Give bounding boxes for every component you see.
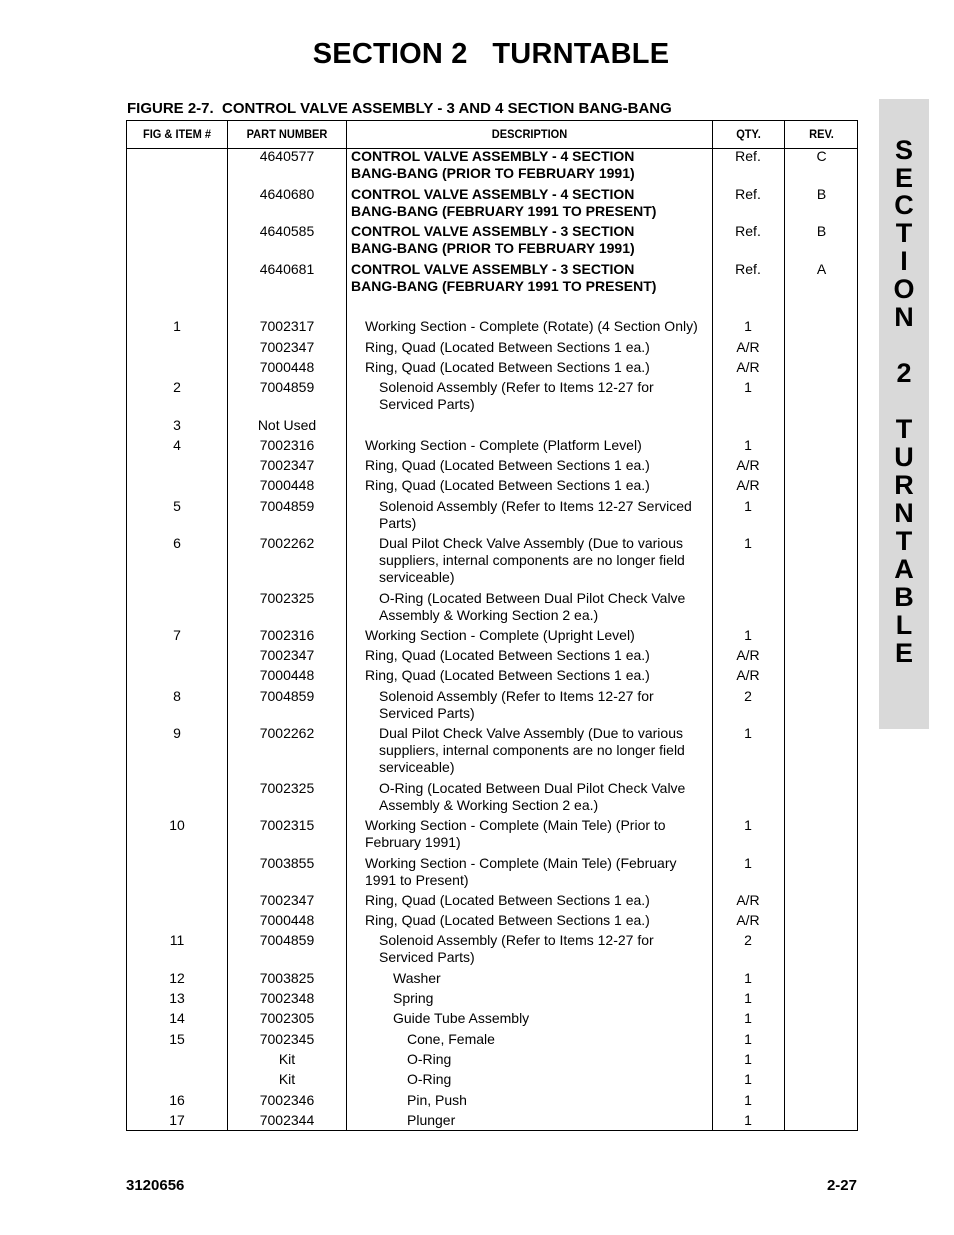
part-number-cell: 4640577 bbox=[259, 148, 315, 164]
part-number-cell: 7002347 bbox=[259, 457, 315, 473]
description-cell: CONTROL VALVE ASSEMBLY - 3 SECTION BANG-BANG (FEBRUARY 1991 TO PRESENT) bbox=[351, 261, 657, 294]
description-cell: Guide Tube Assembly bbox=[393, 1010, 530, 1026]
qty-cell: 1 bbox=[744, 379, 752, 395]
qty-cell: 1 bbox=[744, 1010, 752, 1026]
figure-title: FIGURE 2-7. CONTROL VALVE ASSEMBLY - 3 AND 4 SECTION BANG-BANG bbox=[127, 100, 672, 117]
description-cell: Working Section - Complete (Main Tele) (February 1991 to Present) bbox=[365, 855, 677, 888]
side-tab-letter: T bbox=[895, 414, 913, 444]
part-number-cell: 4640585 bbox=[259, 223, 315, 239]
description-cell: Washer bbox=[393, 970, 441, 986]
side-tab-letter: O bbox=[893, 274, 915, 304]
description-cell: CONTROL VALVE ASSEMBLY - 3 SECTION BANG-BANG (PRIOR TO FEBRUARY 1991) bbox=[351, 223, 635, 256]
rev-cell: B bbox=[816, 223, 827, 239]
part-number-cell: 7002348 bbox=[259, 990, 315, 1006]
description-cell: Spring bbox=[393, 990, 434, 1006]
part-number-cell: 7002305 bbox=[259, 1010, 315, 1026]
rev-cell: A bbox=[816, 261, 827, 277]
qty-cell: 1 bbox=[744, 817, 752, 833]
side-tab-letter: I bbox=[900, 246, 908, 276]
description-cell: O-Ring (Located Between Dual Pilot Check Valve Assembly & Working Section 2 ea.) bbox=[379, 590, 686, 623]
fig-item-cell: 17 bbox=[169, 1112, 185, 1128]
description-cell: Ring, Quad (Located Between Sections 1 ea.) bbox=[365, 339, 650, 355]
part-number-cell: 7002316 bbox=[259, 627, 315, 643]
description-cell: Ring, Quad (Located Between Sections 1 ea.) bbox=[365, 647, 650, 663]
column-header-qty: QTY. bbox=[736, 127, 761, 141]
fig-item-cell: 1 bbox=[173, 318, 181, 334]
qty-cell: 1 bbox=[744, 437, 752, 453]
column-header-fig-item: FIG & ITEM # bbox=[142, 127, 212, 141]
fig-item-cell: 8 bbox=[173, 688, 181, 704]
description-cell: Working Section - Complete (Rotate) (4 Section Only) bbox=[365, 318, 698, 334]
description-cell: Ring, Quad (Located Between Sections 1 ea.) bbox=[365, 477, 650, 493]
column-header-rev: REV. bbox=[809, 127, 834, 141]
side-tab-letter: R bbox=[894, 470, 914, 500]
part-number-cell: 7000448 bbox=[259, 667, 315, 683]
part-number-cell: 7002316 bbox=[259, 437, 315, 453]
part-number-cell: 7004859 bbox=[259, 932, 315, 948]
description-cell: Working Section - Complete (Upright Level) bbox=[365, 627, 635, 643]
side-tab-letter: L bbox=[895, 610, 913, 640]
part-number-cell: 7004859 bbox=[259, 379, 315, 395]
qty-cell: 1 bbox=[744, 535, 752, 551]
part-number-cell: 7002345 bbox=[259, 1031, 315, 1047]
part-number-cell: 7002262 bbox=[259, 535, 315, 551]
side-tab-letter: N bbox=[894, 302, 914, 332]
side-tab-letter: T bbox=[895, 526, 913, 556]
qty-cell: 2 bbox=[744, 688, 752, 704]
side-tab-letter: U bbox=[894, 442, 914, 472]
fig-item-cell: 14 bbox=[169, 1010, 185, 1026]
part-number-cell: 7002262 bbox=[259, 725, 315, 741]
part-number-cell: 7002346 bbox=[259, 1092, 315, 1108]
qty-cell: Ref. bbox=[735, 261, 761, 277]
fig-item-cell: 3 bbox=[173, 417, 181, 433]
part-number-cell: 7002347 bbox=[259, 892, 315, 908]
fig-item-cell: 2 bbox=[173, 379, 181, 395]
qty-cell: 1 bbox=[744, 725, 752, 741]
description-cell: Ring, Quad (Located Between Sections 1 ea.) bbox=[365, 457, 650, 473]
qty-cell: A/R bbox=[736, 457, 760, 473]
description-cell: CONTROL VALVE ASSEMBLY - 4 SECTION BANG-BANG (PRIOR TO FEBRUARY 1991) bbox=[351, 148, 635, 181]
qty-cell: A/R bbox=[736, 339, 760, 355]
part-number-cell: 7002325 bbox=[259, 780, 315, 796]
fig-item-cell: 4 bbox=[173, 437, 181, 453]
column-divider bbox=[346, 121, 347, 1130]
fig-item-cell: 12 bbox=[169, 970, 185, 986]
qty-cell: A/R bbox=[736, 667, 760, 683]
qty-cell: 1 bbox=[744, 318, 752, 334]
fig-item-cell: 5 bbox=[173, 498, 181, 514]
qty-cell: 1 bbox=[744, 1112, 752, 1128]
part-number-cell: 7004859 bbox=[259, 688, 315, 704]
side-tab-letter: E bbox=[894, 163, 913, 193]
part-number-cell: 7002317 bbox=[259, 318, 315, 334]
fig-item-cell: 13 bbox=[169, 990, 185, 1006]
column-header-description: DESCRIPTION bbox=[491, 127, 568, 141]
fig-item-cell: 10 bbox=[169, 817, 185, 833]
part-number-cell: 7003825 bbox=[259, 970, 315, 986]
description-cell: Solenoid Assembly (Refer to Items 12-27 for Serviced Parts) bbox=[379, 688, 654, 721]
description-cell: Ring, Quad (Located Between Sections 1 ea.) bbox=[365, 667, 650, 683]
side-tab-letter: T bbox=[895, 218, 913, 248]
description-cell: Pin, Push bbox=[407, 1092, 467, 1108]
part-number-cell: 7000448 bbox=[259, 477, 315, 493]
qty-cell: 1 bbox=[744, 970, 752, 986]
fig-item-cell: 9 bbox=[173, 725, 181, 741]
column-header-part-number: PART NUMBER bbox=[246, 127, 328, 141]
document-number: 3120656 bbox=[126, 1177, 185, 1194]
description-cell: Dual Pilot Check Valve Assembly (Due to various suppliers, internal components are no longer field serviceable) bbox=[379, 725, 685, 775]
qty-cell: Ref. bbox=[735, 223, 761, 239]
qty-cell: 1 bbox=[744, 1071, 752, 1087]
qty-cell: 1 bbox=[744, 498, 752, 514]
qty-cell: 1 bbox=[744, 1051, 752, 1067]
description-cell: O-Ring (Located Between Dual Pilot Check Valve Assembly & Working Section 2 ea.) bbox=[379, 780, 686, 813]
part-number-cell: 7002347 bbox=[259, 647, 315, 663]
fig-item-cell: 15 bbox=[169, 1031, 185, 1047]
qty-cell: 1 bbox=[744, 627, 752, 643]
fig-item-cell: 6 bbox=[173, 535, 181, 551]
description-cell: O-Ring bbox=[407, 1071, 452, 1087]
fig-item-cell: 16 bbox=[169, 1092, 185, 1108]
part-number-cell: 4640680 bbox=[259, 186, 315, 202]
part-number-cell: 7003855 bbox=[259, 855, 315, 871]
part-number-cell: 7002344 bbox=[259, 1112, 315, 1128]
side-tab-letter: S bbox=[894, 135, 913, 165]
qty-cell: 1 bbox=[744, 1092, 752, 1108]
side-tab-letter: 2 bbox=[896, 358, 912, 388]
qty-cell: 1 bbox=[744, 855, 752, 871]
description-cell: Ring, Quad (Located Between Sections 1 ea.) bbox=[365, 359, 650, 375]
qty-cell: A/R bbox=[736, 647, 760, 663]
side-tab-letter: E bbox=[894, 638, 913, 668]
side-tab-letter: C bbox=[894, 190, 914, 220]
fig-item-cell: 7 bbox=[173, 627, 181, 643]
qty-cell: A/R bbox=[736, 359, 760, 375]
part-number-cell: Not Used bbox=[257, 417, 317, 433]
description-cell: Ring, Quad (Located Between Sections 1 ea.) bbox=[365, 912, 650, 928]
qty-cell: A/R bbox=[736, 892, 760, 908]
description-cell: Solenoid Assembly (Refer to Items 12-27 for Serviced Parts) bbox=[379, 379, 654, 412]
side-tab-letter: B bbox=[894, 582, 914, 612]
part-number-cell: 7002347 bbox=[259, 339, 315, 355]
description-cell: Solenoid Assembly (Refer to Items 12-27 Serviced Parts) bbox=[379, 498, 692, 531]
part-number-cell: 7002325 bbox=[259, 590, 315, 606]
description-cell: Dual Pilot Check Valve Assembly (Due to various suppliers, internal components are no longer field serviceable) bbox=[379, 535, 685, 585]
qty-cell: 2 bbox=[744, 932, 752, 948]
parts-table bbox=[126, 120, 858, 1131]
description-cell: O-Ring bbox=[407, 1051, 452, 1067]
fig-item-cell: 11 bbox=[169, 932, 185, 948]
part-number-cell: 4640681 bbox=[259, 261, 315, 277]
qty-cell: 1 bbox=[744, 990, 752, 1006]
rev-cell: C bbox=[816, 148, 827, 164]
side-tab-letter: N bbox=[894, 498, 914, 528]
qty-cell: Ref. bbox=[735, 148, 761, 164]
qty-cell: 1 bbox=[744, 1031, 752, 1047]
description-cell: Plunger bbox=[407, 1112, 456, 1128]
part-number-cell: 7000448 bbox=[259, 359, 315, 375]
side-tab-letter: A bbox=[894, 554, 914, 584]
description-cell: CONTROL VALVE ASSEMBLY - 4 SECTION BANG-BANG (FEBRUARY 1991 TO PRESENT) bbox=[351, 186, 657, 219]
description-cell: Ring, Quad (Located Between Sections 1 ea.) bbox=[365, 892, 650, 908]
description-cell: Working Section - Complete (Platform Level) bbox=[365, 437, 642, 453]
qty-cell: Ref. bbox=[735, 186, 761, 202]
description-cell: Cone, Female bbox=[407, 1031, 495, 1047]
part-number-cell: Kit bbox=[278, 1051, 296, 1067]
part-number-cell: 7004859 bbox=[259, 498, 315, 514]
part-number-cell: 7002315 bbox=[259, 817, 315, 833]
section-title: SECTION 2 TURNTABLE bbox=[312, 38, 670, 70]
rev-cell: B bbox=[816, 186, 827, 202]
section-side-tab bbox=[879, 99, 929, 729]
part-number-cell: Kit bbox=[278, 1071, 296, 1087]
qty-cell: A/R bbox=[736, 912, 760, 928]
part-number-cell: 7000448 bbox=[259, 912, 315, 928]
description-cell: Working Section - Complete (Main Tele) (Prior to February 1991) bbox=[365, 817, 666, 850]
qty-cell: A/R bbox=[736, 477, 760, 493]
page-number: 2-27 bbox=[826, 1177, 857, 1194]
description-cell: Solenoid Assembly (Refer to Items 12-27 for Serviced Parts) bbox=[379, 932, 654, 965]
